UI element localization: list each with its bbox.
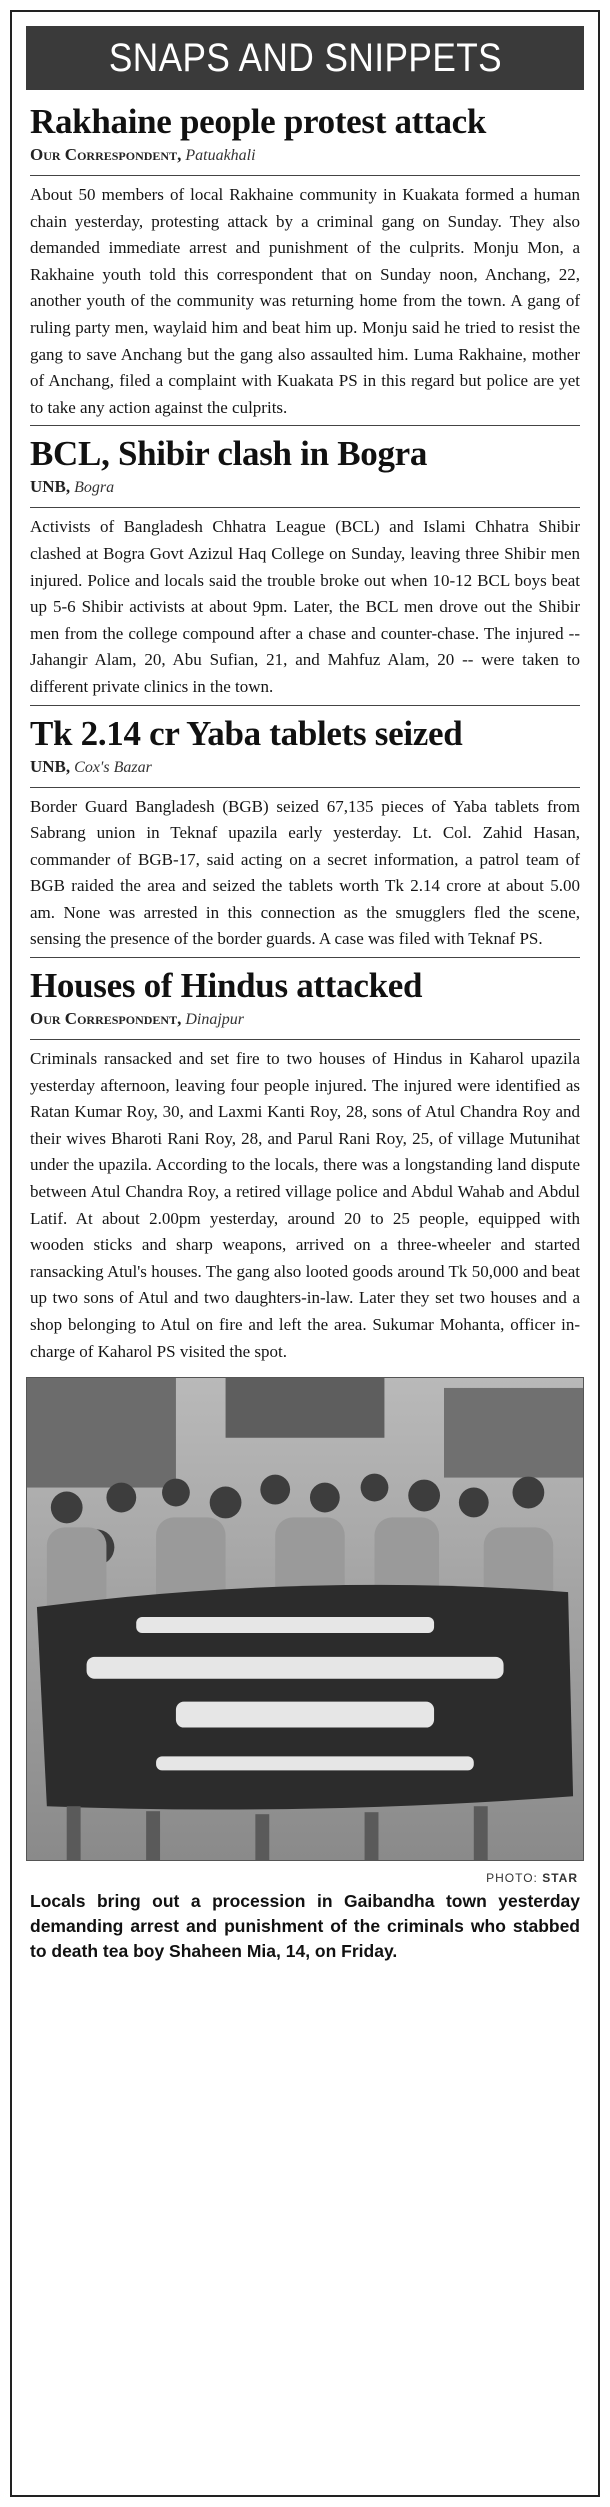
news-page <box>10 10 600 2497</box>
article-byline <box>30 1008 580 1040</box>
article-rakhaine <box>12 100 598 426</box>
article-byline <box>30 144 580 176</box>
photo-caption: Locals bring out a procession in Gaibandha town yesterday demanding arrest and punishment of the criminals who stabbed to death tea boy Shaheen Mia, 14, on Friday. <box>30 1891 580 1962</box>
article-yaba <box>12 712 598 959</box>
byline-source: UNB, <box>30 756 71 776</box>
section-title: SNAPS AND SNIPPETS <box>108 35 502 80</box>
byline-source: UNB, <box>30 477 71 497</box>
article-divider <box>30 425 580 426</box>
photo-block <box>12 1369 598 1964</box>
article-divider <box>30 957 580 958</box>
article-body: About 50 members of local Rakhaine community in Kuakata formed a human chain yesterday, protesting attack by a criminal gang on Sunday. They also demanded immediate arrest and punishment of the culprits. Monju Mon, a Rakhaine youth told this correspondent that on Sunday noon, Anchang, 22, another youth of the community was returning home from the town. A gang of ruling party men, waylaid him and beat him up. Monju said he tried to resist the gang to save Anchang but the gang also assaulted him. Luma Rakhaine, mother of Anchang, filed a complaint with Kuakata PS in this regard but police are yet to take any action against the culprits. <box>30 185 580 417</box>
byline-source: Our Correspondent, <box>30 145 182 164</box>
article-hindus <box>12 964 598 1369</box>
byline-location: Bogra <box>74 479 115 497</box>
procession-photo-illustration <box>27 1378 583 1860</box>
byline-location: Patuakhali <box>185 147 256 164</box>
photo-credit <box>26 1861 584 1889</box>
byline-location: Dinajpur <box>185 1011 245 1029</box>
article-headline: BCL, Shibir clash in Bogra <box>30 434 428 474</box>
photo-credit-prefix: PHOTO: <box>486 1871 538 1886</box>
byline-location: Cox's Bazar <box>74 758 152 776</box>
article-divider <box>30 705 580 706</box>
section-banner <box>26 26 584 90</box>
article-byline <box>30 476 580 508</box>
byline-source: Our Correspondent, <box>30 1009 182 1029</box>
article-bcl-shibir <box>12 432 598 705</box>
article-headline: Houses of Hindus attacked <box>30 966 423 1006</box>
article-headline: Rakhaine people protest attack <box>30 102 487 141</box>
article-byline <box>30 756 580 788</box>
article-headline: Tk 2.14 cr Yaba tablets seized <box>30 713 463 753</box>
procession-photo <box>26 1377 584 1861</box>
article-body: Activists of Bangladesh Chhatra League (BCL) and Islami Chhatra Shibir clashed at Bogra Govt Azizul Haq College on Sunday, leaving three Shibir men injured. Police and locals said the trouble broke out when 10-12 BCL boys beat up 5-6 Shibir activists at about 9pm. Later, the BCL men drove out the Shibir men from the college compound after a chase and counter-chase. The injured -- Jahangir Alam, 20, Abu Sufian, 21, and Mahfuz Alam, 20 -- were taken to different private clinics in the town. <box>30 517 580 696</box>
photo-credit-source: STAR <box>542 1871 578 1886</box>
article-body: Border Guard Bangladesh (BGB) seized 67,135 pieces of Yaba tablets from Sabrang union in Teknaf upazila early yesterday. Lt. Col. Zahid Hasan, commander of BGB-17, said acting on a secret information, a patrol team of BGB raided the area and seized the tablets worth Tk 2.14 crore at about 5.00 am. None was arrested in this connection as the smugglers fled the scene, sensing the presence of the border guards. A case was filed with Teknaf PS. <box>30 796 580 949</box>
article-body: Criminals ransacked and set fire to two houses of Hindus in Kaharol upazila yesterday afternoon, leaving four people injured. The injured were identified as Ratan Kumar Roy, 30, and Laxmi Kanti Roy, 28, sons of Atul Chandra Roy and their wives Bharoti Rani Roy, 28, and Parul Rani Roy, 25, of village Mutunihat under the upazila. According to the locals, there was a longstanding land dispute between Atul Chandra Roy, a retired village police and Abdul Wahab and Abdul Latif. At about 2.00pm yesterday, around 20 to 25 people, equipped with wooden sticks and sharp weapons, arrived on a three-wheeler and started ransacking Atul's houses. The gang also looted goods around Tk 50,000 and beat up two sons of Atul and two daughters-in-law. Later they set two houses and a shop belonging to Atul on fire and left the area. Sukumar Mohanta, officer in-charge of Kaharol PS visited the spot. <box>30 1049 580 1361</box>
